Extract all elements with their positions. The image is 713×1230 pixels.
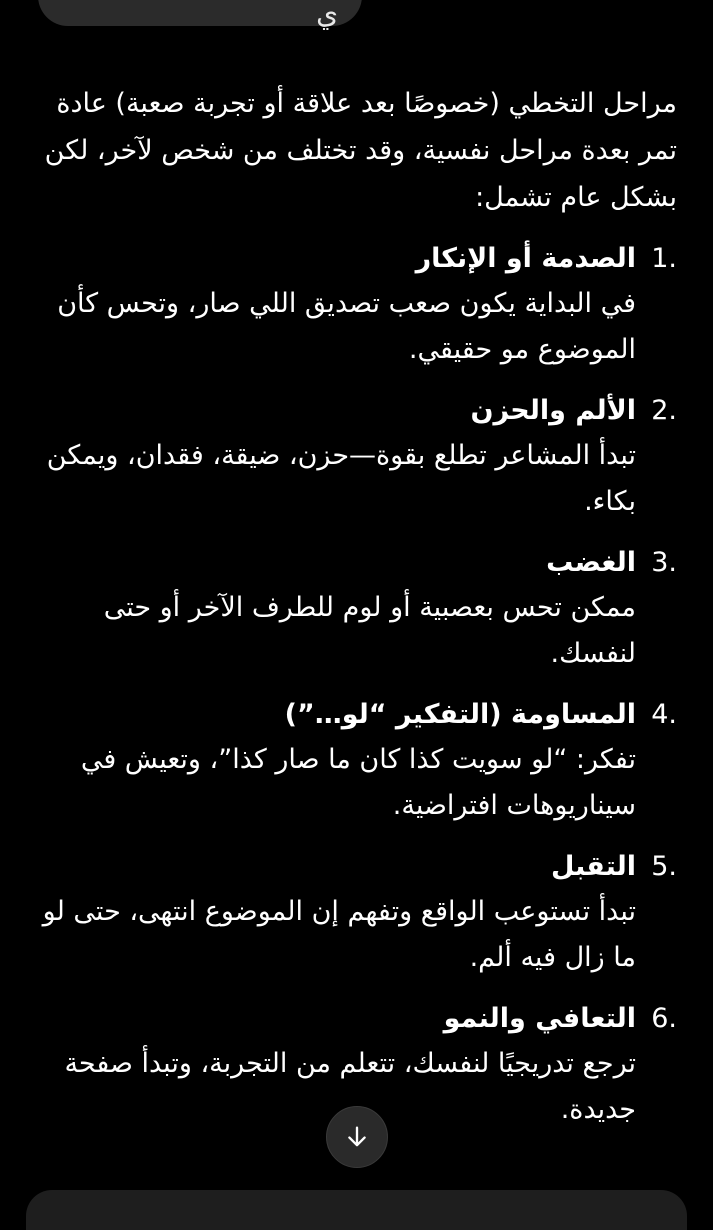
stage-description: تبدأ تستوعب الواقع وتفهم إن الموضوع انتهى، حتى لو ما زال فيه ألم. [42, 896, 636, 973]
stage-description: في البداية يكون صعب تصديق اللي صار، وتحس كأن الموضوع مو حقيقي. [57, 288, 636, 365]
previous-user-message-bubble [38, 0, 362, 30]
stage-title: التعافي والنمو [443, 1003, 636, 1034]
stage-item [38, 389, 677, 525]
scroll-to-bottom-button[interactable] [326, 1106, 388, 1168]
stage-item [38, 693, 677, 829]
stage-title: الصدمة أو الإنكار [415, 243, 636, 274]
stage-heading [38, 237, 677, 281]
stage-item [38, 237, 677, 373]
stage-number: 6. [651, 1003, 677, 1034]
assistant-message [38, 80, 677, 1133]
stage-heading [38, 693, 677, 737]
stage-number: 5. [651, 851, 677, 882]
stage-heading [38, 845, 677, 889]
stage-number: 1. [651, 243, 677, 274]
stage-heading [38, 389, 677, 433]
stage-number: 4. [651, 699, 677, 730]
stage-description: ترجع تدريجيًا لنفسك، تتعلم من التجربة، وتبدأ صفحة جديدة. [64, 1048, 636, 1125]
stage-item [38, 845, 677, 981]
stage-number: 3. [651, 547, 677, 578]
stage-number: 2. [651, 395, 677, 426]
stage-item [38, 541, 677, 677]
stage-title: التقبل [551, 851, 636, 882]
previous-user-message-text: ي [316, 0, 338, 30]
stage-description: تفكر: “لو سويت كذا كان ما صار كذا”، وتعيش في سيناريوهات افتراضية. [80, 744, 636, 821]
stage-title: الغضب [546, 547, 636, 578]
stage-heading [38, 541, 677, 585]
stage-title: المساومة (التفكير “لو…”) [284, 699, 636, 730]
stage-heading [38, 997, 677, 1041]
arrow-down-icon [343, 1123, 371, 1151]
intro-paragraph: مراحل التخطي (خصوصًا بعد علاقة أو تجربة صعبة) عادة تمر بعدة مراحل نفسية، وقد تختلف من شخص لآخر، لكن بشكل عام تشمل: [44, 88, 677, 213]
stage-title: الألم والحزن [470, 395, 636, 426]
stage-description: ممكن تحس بعصبية أو لوم للطرف الآخر أو حتى لنفسك. [103, 592, 636, 669]
message-composer[interactable] [26, 1190, 687, 1230]
stage-description: تبدأ المشاعر تطلع بقوة—حزن، ضيقة، فقدان، ويمكن بكاء. [46, 440, 636, 517]
